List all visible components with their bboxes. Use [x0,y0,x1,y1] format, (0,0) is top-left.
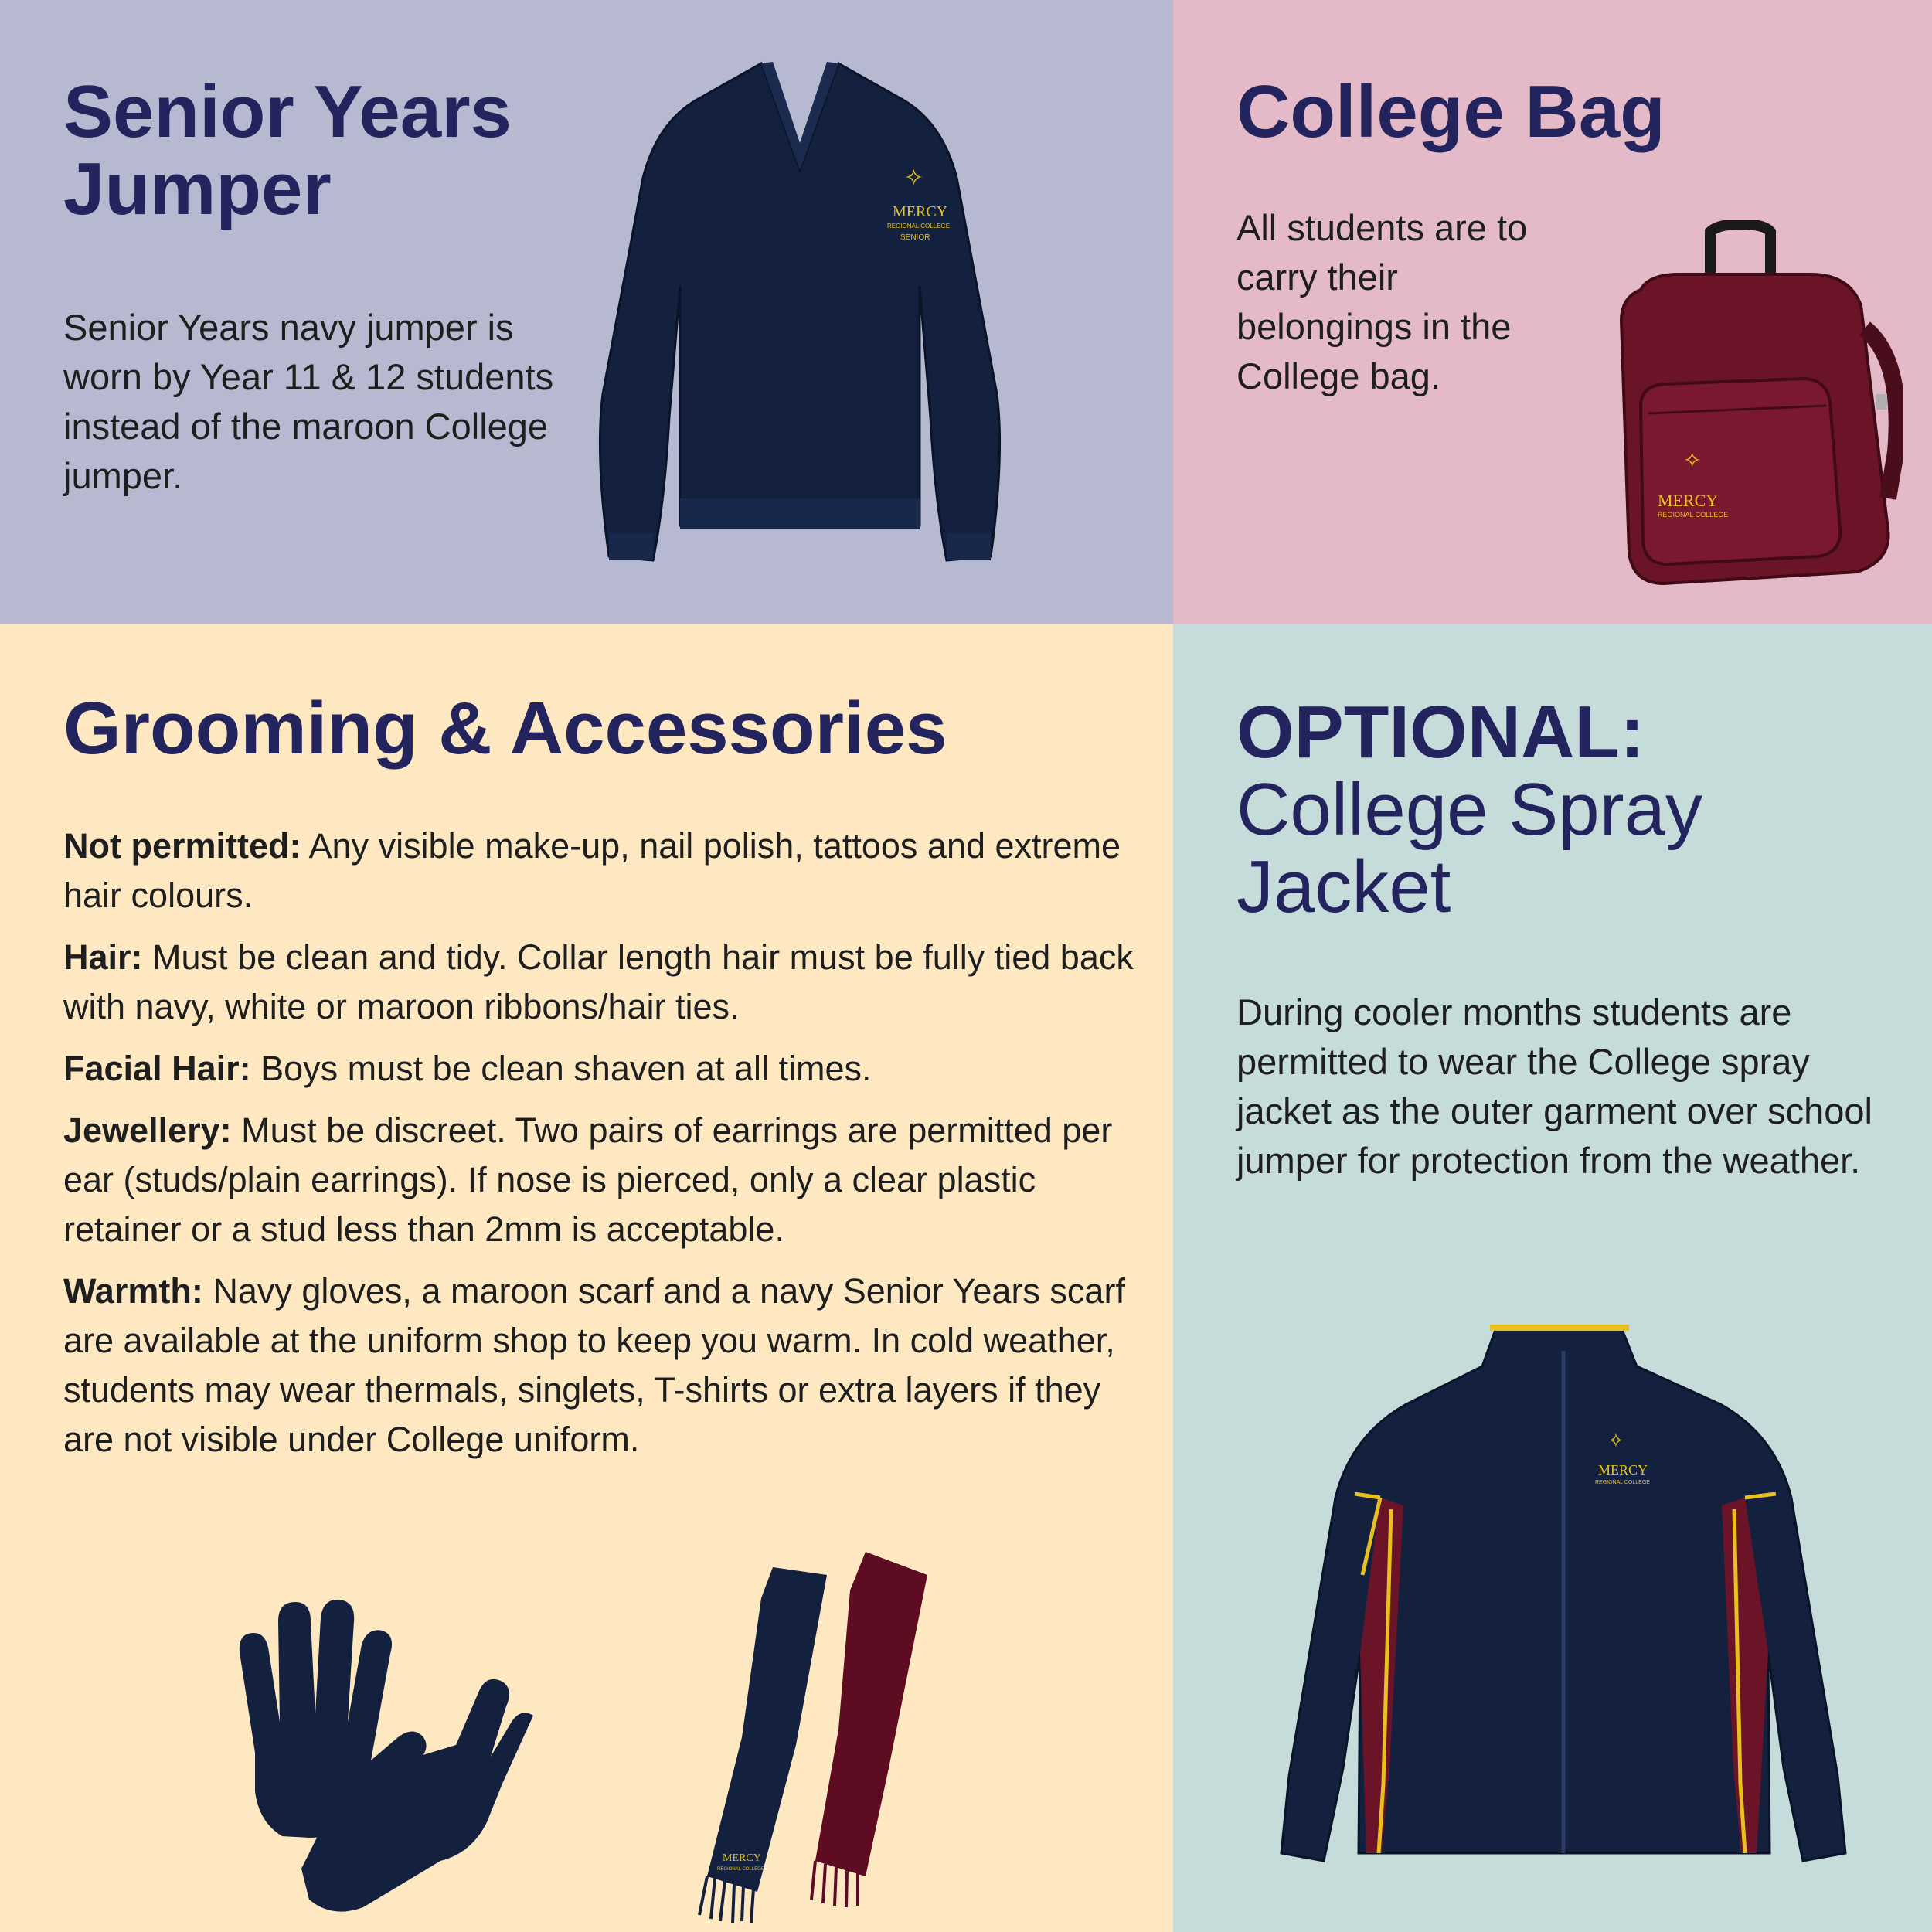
optional-label: OPTIONAL: [1236,691,1645,774]
spray-jacket-description: During cooler months students are permitted to wear the College spray jacket as the outer garment over school jumper for protection from the weather. [1236,992,1872,1181]
rule-text: Boys must be clean shaven at all times. [250,1049,872,1088]
mercy-logo-icon [1683,447,1701,473]
mercy-logo-icon [904,165,923,192]
rule-label: Facial Hair: [63,1049,251,1088]
college-bag-title: College Bag [1236,70,1665,153]
maroon-backpack-illustration [1594,220,1903,607]
grooming-accessories-panel [0,624,1173,1932]
bag-logo-name: MERCY [1658,491,1719,510]
spray-jacket-panel [1173,624,1932,1932]
rule-label: Not permitted: [63,826,301,866]
rule-label: Hair: [63,937,143,977]
jumper-logo-tag: SENIOR [900,233,930,242]
navy-gloves-illustration [224,1590,533,1915]
grooming-rules-list [63,821,1145,1477]
college-bag-description: All students are to carry their belongings in the College bag. [1236,207,1528,396]
rule-text: Navy gloves, a maroon scarf and a navy Senior Years scarf are available at the uniform shop to keep you warm. In cold weather, students may wear thermals, singlets, T-shirts or extra layers if they are not visible under College uniform. [63,1271,1125,1459]
jumper-logo-sub: REGIONAL COLLEGE [887,223,951,230]
rule-text: Must be discreet. Two pairs of earrings are permitted per ear (studs/plain earrings). If nose is pierced, only a clear plastic retainer or a stud less than 2mm is acceptable. [63,1111,1113,1249]
rule-label: Warmth: [63,1271,203,1311]
navy-jumper-illustration [595,54,1097,595]
college-bag-panel [1173,0,1932,624]
scarf-logo-name: MERCY [723,1852,761,1864]
rule-label: Jewellery: [63,1111,232,1150]
spray-jacket-heading [1236,691,1901,928]
spray-jacket-illustration [1250,1320,1869,1892]
jacket-logo-sub: REGIONAL COLLEGE [1595,1480,1650,1485]
svg-text:✧: ✧ [904,165,924,192]
rule-warmth [63,1267,1145,1464]
mercy-logo-icon [1607,1430,1624,1453]
senior-jumper-panel [0,0,1173,624]
rule-text: Any visible make-up, nail polish, tattoos and extreme hair colours. [63,826,1121,915]
rule-facial-hair [63,1044,1145,1094]
spray-jacket-title: College Spray Jacket [1236,768,1702,928]
svg-text:✧: ✧ [1683,447,1702,473]
rule-hair [63,933,1145,1032]
rule-not-permitted [63,821,1145,920]
jumper-logo-name: MERCY [893,203,948,220]
senior-jumper-description: Senior Years navy jumper is worn by Year 11 & 12 students instead of the maroon College jumper. [63,307,554,496]
rule-text: Must be clean and tidy. Collar length hair must be fully tied back with navy, white or maroon ribbons/hair ties. [63,937,1134,1026]
bag-logo-sub: REGIONAL COLLEGE [1658,511,1729,519]
rule-jewellery [63,1106,1145,1254]
jacket-logo-name: MERCY [1598,1462,1648,1478]
scarf-logo-sub: REGIONAL COLLEGE [717,1867,764,1872]
senior-jumper-title: Senior Years Jumper [63,70,512,230]
svg-text:✧: ✧ [1607,1430,1624,1453]
scarves-illustration [634,1536,974,1923]
grooming-title: Grooming & Accessories [63,687,947,770]
